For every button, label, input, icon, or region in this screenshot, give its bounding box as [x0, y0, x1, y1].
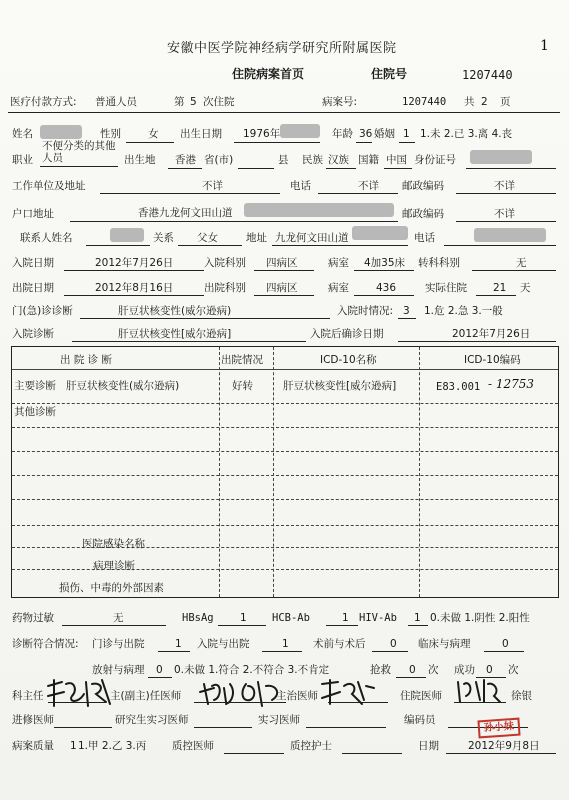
- admission-number: 1207440: [462, 68, 513, 82]
- date-value: 2012年9月8日: [468, 740, 540, 752]
- col-header-status: 出院情况: [221, 354, 263, 366]
- rad-path-label: 放射与病理: [92, 664, 145, 676]
- date-underline: [446, 753, 556, 754]
- in-out-underline: [262, 651, 302, 652]
- main-icd-name: 肝豆状核变性[威尔逊病]: [283, 380, 397, 392]
- ward-value: 4加35床: [364, 257, 406, 269]
- hiv-underline: [408, 625, 428, 626]
- ethnic-underline: [326, 168, 356, 169]
- hospital-name: 安徽中医学院神经病学研究所附属医院: [167, 41, 397, 56]
- id-redaction: [470, 150, 532, 164]
- contact-phone-label: 电话: [414, 232, 435, 244]
- address-underline: [272, 245, 408, 246]
- hcv-value: 1: [342, 612, 349, 624]
- main-icd-handwritten: - 12753: [488, 377, 535, 391]
- days-unit: 天: [520, 282, 531, 294]
- marriage-options: 1.未 2.已 3.离 4.丧: [420, 128, 513, 140]
- quality-value: 1: [70, 740, 77, 752]
- in-date-value: 2012年7月26日: [95, 257, 174, 269]
- pre-post-value: 0: [390, 638, 397, 650]
- birth-label: 出生日期: [180, 128, 222, 140]
- director-signature: [44, 676, 114, 710]
- transfer-label: 转科科别: [418, 257, 460, 269]
- row-divider-3: [12, 451, 558, 452]
- row-divider-6: [12, 525, 558, 526]
- director-underline: [48, 702, 106, 703]
- attending-signature: [318, 676, 376, 708]
- col-divider-3: [419, 347, 420, 597]
- birth-underline: [234, 142, 320, 143]
- address-value: 九龙何文田山道: [275, 232, 349, 244]
- date-label: 日期: [418, 740, 439, 752]
- hukou-redaction: [244, 203, 394, 217]
- chief-underline: [194, 702, 286, 703]
- nationality-value: 中国: [386, 154, 407, 166]
- out-dept-label: 出院科别: [204, 282, 246, 294]
- ward2-label: 病室: [328, 282, 349, 294]
- id-underline: [466, 168, 556, 169]
- confirm-label: 入院后确诊日期: [310, 328, 384, 340]
- sex-label: 性别: [100, 128, 121, 140]
- nationality-underline: [384, 168, 412, 169]
- advanced-underline: [54, 727, 112, 728]
- birthplace-value: 香港: [175, 154, 196, 166]
- in-dx-value: 肝豆状核变性[威尔逊病]: [118, 328, 232, 340]
- province-label: 省(市): [204, 154, 234, 166]
- age-value: 36: [359, 128, 373, 140]
- confirm-underline: [398, 341, 556, 342]
- payment-value: 普通人员: [95, 96, 137, 108]
- sex-underline: [126, 142, 174, 143]
- hcv-label: HCB-Ab: [272, 612, 310, 624]
- clinic-in-label: 门诊与出院: [92, 638, 145, 650]
- postal-label: 邮政编码: [402, 180, 444, 192]
- in-date-label: 入院日期: [12, 257, 54, 269]
- director-label: 科主任: [12, 690, 44, 702]
- hbsag-underline: [218, 625, 266, 626]
- record-number: 1207440: [402, 96, 447, 108]
- id-label: 身份证号: [414, 154, 456, 166]
- hiv-value: 1: [414, 612, 421, 624]
- hbsag-value: 1: [240, 612, 247, 624]
- payment-label: 医疗付款方式:: [10, 96, 77, 108]
- address-redaction: [352, 226, 408, 240]
- contact-redaction: [110, 228, 144, 242]
- resident-underline: [454, 702, 506, 703]
- success-value: 0: [486, 664, 493, 676]
- clinic-in-underline: [158, 651, 190, 652]
- birthplace-underline: [168, 168, 202, 169]
- success-label: 成功: [454, 664, 475, 676]
- rad-options: 0.未做 1.符合 2.不符合 3.不肯定: [174, 664, 330, 676]
- clinic-in-value: 1: [175, 638, 182, 650]
- header-row-divider: [12, 369, 558, 370]
- allergy-value: 无: [113, 612, 124, 624]
- out-date-underline: [64, 295, 204, 296]
- col-header-diagnosis: 出 院 诊 断: [60, 354, 113, 366]
- condition-label: 入院时情况:: [337, 305, 394, 317]
- qc-nurse-label: 质控护士: [290, 740, 332, 752]
- header-divider: [8, 112, 560, 113]
- row-divider-5: [12, 499, 558, 500]
- advanced-label: 进修医师: [12, 714, 54, 726]
- match-label: 诊断符合情况:: [12, 638, 79, 650]
- visit-prefix: 第: [174, 96, 185, 108]
- rescue-value: 0: [409, 664, 416, 676]
- main-dx-label: 主要诊断: [14, 380, 56, 392]
- birthplace-label: 出生地: [124, 154, 156, 166]
- hukou-underline: [70, 221, 398, 222]
- rescue-label: 抢救: [370, 664, 391, 676]
- coder-label: 编码员: [404, 714, 436, 726]
- in-out-value: 1: [282, 638, 289, 650]
- county-label: 县: [278, 154, 289, 166]
- marriage-label: 婚姻: [374, 128, 395, 140]
- visit-suffix: 次住院: [203, 96, 235, 108]
- hcv-underline: [326, 625, 358, 626]
- postal2-label: 邮政编码: [402, 208, 444, 220]
- transfer-value: 无: [516, 257, 527, 269]
- infection-label: 医院感染名称: [82, 538, 145, 550]
- rad-path-underline: [148, 677, 172, 678]
- in-dx-label: 入院诊断: [12, 328, 54, 340]
- rescue-underline: [396, 677, 426, 678]
- allergy-underline: [62, 625, 166, 626]
- contact-phone-redaction: [474, 228, 546, 242]
- rescue-unit: 次: [428, 664, 439, 676]
- age-label: 年龄: [332, 128, 353, 140]
- ethnic-value: 汉族: [328, 154, 349, 166]
- in-date-underline: [64, 270, 204, 271]
- county-underline: [238, 168, 274, 169]
- work-label: 工作单位及地址: [12, 180, 86, 192]
- rad-path-value: 0: [156, 664, 163, 676]
- attending-underline: [328, 702, 388, 703]
- intern-label: 实习医师: [258, 714, 300, 726]
- out-date-value: 2012年8月16日: [95, 282, 174, 294]
- allergy-label: 药物过敏: [12, 612, 54, 624]
- hukou-value: 香港九龙何文田山道: [138, 207, 233, 219]
- in-dept-value: 四病区: [266, 257, 298, 269]
- postal2-value: 不详: [494, 208, 515, 220]
- visit-count: 5: [190, 96, 197, 108]
- clin-path-value: 0: [502, 638, 509, 650]
- chief-signature: [196, 678, 288, 708]
- row-divider-1: [12, 403, 558, 404]
- condition-underline: [398, 318, 416, 319]
- resident-extra-name: 徐银: [511, 690, 532, 702]
- clinic-dx-label: 门(急)诊诊断: [12, 305, 73, 317]
- relation-underline: [178, 245, 242, 246]
- sex-value: 女: [148, 128, 159, 140]
- record-number-label: 病案号:: [322, 96, 358, 108]
- occupation-underline: [40, 166, 118, 167]
- days-value: 21: [493, 282, 507, 294]
- name-label: 姓名: [12, 128, 33, 140]
- transfer-underline: [472, 270, 556, 271]
- ethnic-label: 民族: [302, 154, 323, 166]
- work-phone-underline: [318, 193, 398, 194]
- hiv-label: HIV-Ab: [359, 612, 397, 624]
- test-options: 0.未做 1.阴性 2.阳性: [430, 612, 530, 624]
- ward-underline: [354, 270, 414, 271]
- pathology-label: 病理诊断: [93, 560, 135, 572]
- occupation-note: 不便分类的其他: [42, 140, 116, 152]
- condition-options: 1.危 2.急 3.一般: [424, 305, 503, 317]
- intern-underline: [306, 727, 386, 728]
- address-label: 地址: [246, 232, 267, 244]
- work-phone-label: 电话: [290, 180, 311, 192]
- in-dept-underline: [254, 270, 314, 271]
- pages-count: 2: [481, 96, 488, 108]
- col-header-icd-code: ICD-10编码: [464, 354, 521, 366]
- relation-value: 父女: [197, 232, 218, 244]
- birth-redaction: [280, 124, 320, 138]
- hukou-label: 户口地址: [12, 208, 54, 220]
- postal-underline: [456, 193, 556, 194]
- contact-underline: [86, 245, 150, 246]
- clinic-dx-value: 肝豆状核变性(威尔逊病): [118, 305, 232, 317]
- attending-label: 主治医师: [276, 690, 318, 702]
- occupation-label: 职业: [12, 154, 33, 166]
- main-dx-status: 好转: [232, 380, 253, 392]
- out-date-label: 出院日期: [12, 282, 54, 294]
- col-header-icd-name: ICD-10名称: [320, 354, 377, 366]
- main-dx-value: 肝豆状核变性(威尔逊病): [66, 380, 180, 392]
- row-divider-2: [12, 427, 558, 428]
- row-divider-4: [12, 475, 558, 476]
- col-divider-2: [273, 347, 274, 597]
- out-dept-value: 四病区: [266, 282, 298, 294]
- grad-label: 研究生实习医师: [115, 714, 189, 726]
- birth-value: 1976年: [243, 128, 281, 140]
- postal-value: 不详: [494, 180, 515, 192]
- external-cause-label: 损伤、中毒的外部因素: [59, 582, 164, 594]
- ward2-underline: [354, 295, 414, 296]
- success-unit: 次: [508, 664, 519, 676]
- chief-label: 主(副主)任医师: [110, 690, 182, 702]
- qc-nurse-underline: [342, 753, 402, 754]
- out-dept-underline: [254, 295, 314, 296]
- clinic-dx-underline: [80, 318, 330, 319]
- qc-doctor-underline: [224, 753, 284, 754]
- pages-suffix: 页: [500, 96, 511, 108]
- name-redaction: [40, 125, 82, 139]
- admission-number-label: 住院号: [371, 67, 408, 81]
- main-icd-code: E83.001: [436, 381, 481, 393]
- in-dx-underline: [72, 341, 306, 342]
- marriage-value: 1: [403, 128, 410, 140]
- work-phone-value: 不详: [358, 180, 379, 192]
- coder-stamp: 孙小妹: [477, 718, 520, 739]
- pre-post-underline: [372, 651, 408, 652]
- clin-path-label: 临床与病理: [418, 638, 471, 650]
- condition-value: 3: [403, 305, 410, 317]
- grad-underline: [194, 727, 252, 728]
- quality-options: 1.甲 2.乙 3.丙: [78, 740, 147, 752]
- pages-prefix: 共: [464, 96, 475, 108]
- ward2-value: 436: [376, 282, 397, 294]
- qc-doctor-label: 质控医师: [172, 740, 214, 752]
- postal2-underline: [456, 221, 556, 222]
- other-dx-label: 其他诊断: [14, 406, 56, 418]
- hbsag-label: HBsAg: [182, 612, 214, 624]
- resident-label: 住院医师: [400, 690, 442, 702]
- form-title: 住院病案首页: [232, 67, 305, 81]
- work-underline: [100, 193, 280, 194]
- marriage-underline: [399, 142, 415, 143]
- pre-post-label: 术前与术后: [313, 638, 366, 650]
- confirm-value: 2012年7月26日: [452, 328, 531, 340]
- clin-path-underline: [484, 651, 524, 652]
- nationality-label: 国籍: [358, 154, 379, 166]
- page-marker: 1: [540, 38, 549, 54]
- occupation-value: 人员: [42, 152, 63, 164]
- days-label: 实际住院: [425, 282, 467, 294]
- quality-label: 病案质量: [12, 740, 54, 752]
- relation-label: 关系: [153, 232, 174, 244]
- age-underline: [356, 142, 372, 143]
- in-dept-label: 入院科别: [204, 257, 246, 269]
- days-underline: [476, 295, 516, 296]
- col-divider-1: [219, 347, 220, 597]
- in-out-label: 入院与出院: [197, 638, 250, 650]
- contact-phone-underline: [444, 245, 556, 246]
- work-value: 不详: [202, 180, 223, 192]
- contact-label: 联系人姓名: [20, 232, 73, 244]
- ward-label: 病室: [328, 257, 349, 269]
